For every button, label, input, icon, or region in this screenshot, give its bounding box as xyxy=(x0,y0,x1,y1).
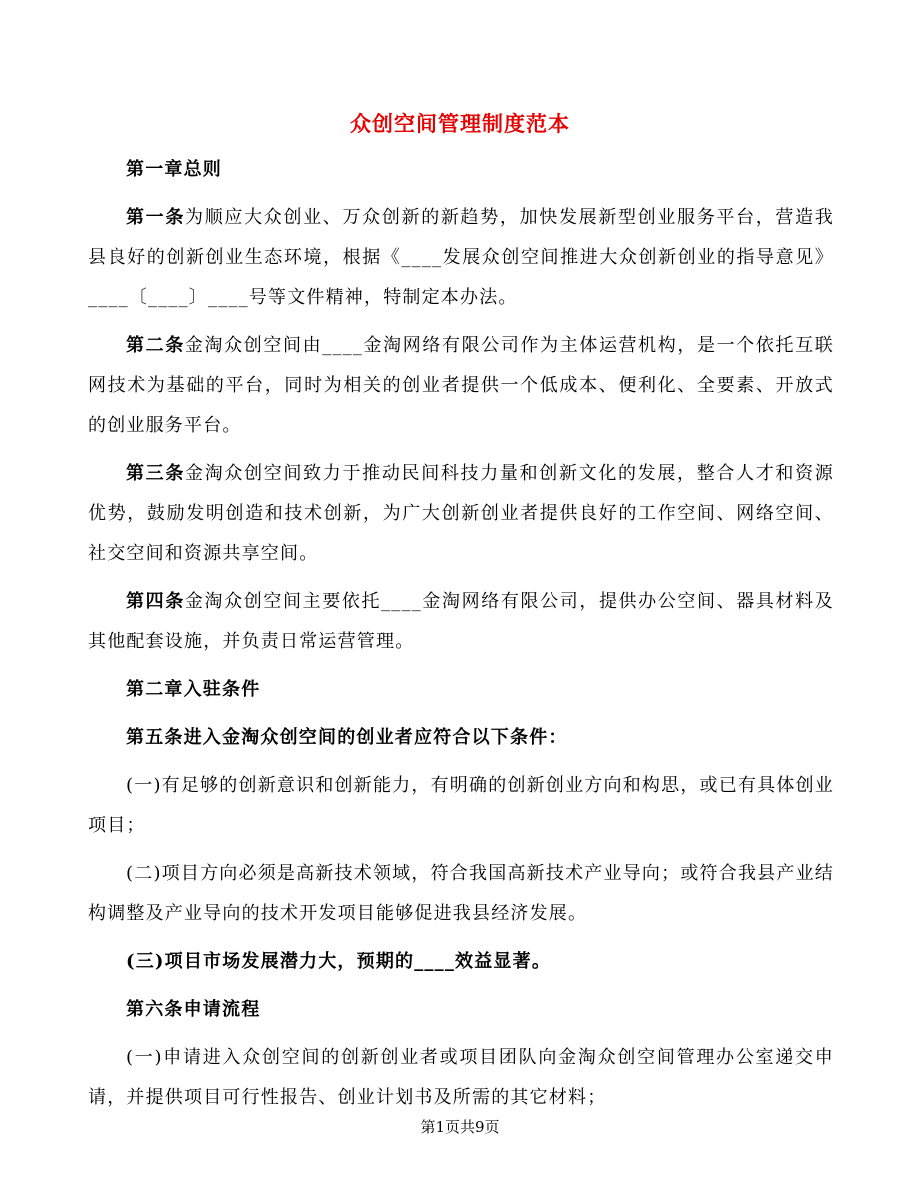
document-title: 众创空间管理制度范本 xyxy=(350,111,570,136)
list-item-bold xyxy=(88,942,834,982)
article-heading-text: 第六条申请流程 xyxy=(126,999,261,1020)
list-item-text: (三)项目市场发展潜力大，预期的____效益显著。 xyxy=(126,951,552,972)
list-item xyxy=(88,854,834,934)
article-paragraph xyxy=(88,326,834,446)
list-item-text: (二)项目方向必须是高新技术领域，符合我国高新技术产业导向；或符合我县产业结构调整及产业导向的技术开发项目能够促进我县经济发展。 xyxy=(88,863,834,924)
article-label: 第三条 xyxy=(126,463,186,484)
article-heading xyxy=(88,718,834,758)
list-item xyxy=(88,766,834,846)
article-text: 金淘众创空间由____金淘网络有限公司作为主体运营机构，是一个依托互联网技术为基础的平台，同时为相关的创业者提供一个低成本、便利化、全要素、开放式的创业服务平台。 xyxy=(88,335,834,436)
page-number: 第1页共9页 xyxy=(420,1118,500,1136)
list-item-text: (一)有足够的创新意识和创新能力，有明确的创新创业方向和构思，或已有具体创业项目； xyxy=(88,775,834,836)
chapter-heading-text: 第二章入驻条件 xyxy=(126,679,261,700)
article-label: 第二条 xyxy=(126,335,185,356)
chapter-heading-text: 第一章总则 xyxy=(126,159,222,180)
article-label: 第四条 xyxy=(126,591,185,612)
article-heading-text: 第五条进入金淘众创空间的创业者应符合以下条件： xyxy=(126,727,568,748)
document-body xyxy=(88,150,834,1126)
article-paragraph xyxy=(88,454,834,574)
article-paragraph xyxy=(88,582,834,662)
list-item xyxy=(88,1038,834,1118)
article-text: 金淘众创空间致力于推动民间科技力量和创新文化的发展，整合人才和资源优势，鼓励发明创造和技术创新，为广大创新创业者提供良好的工作空间、网络空间、社交空间和资源共享空间。 xyxy=(88,463,834,564)
article-text: 金淘众创空间主要依托____金淘网络有限公司，提供办公空间、器具材料及其他配套设施，并负责日常运营管理。 xyxy=(88,591,834,652)
article-label: 第一条 xyxy=(126,207,186,228)
chapter-heading xyxy=(88,670,834,710)
article-text: 为顺应大众创业、万众创新的新趋势，加快发展新型创业服务平台，营造我县良好的创新创业生态环境，根据《____发展众创空间推进大众创新创业的指导意见》____〔____〕____号等文件精神，特制定本办法。 xyxy=(88,207,834,308)
chapter-heading xyxy=(88,150,834,190)
list-item-text: (一)申请进入众创空间的创新创业者或项目团队向金淘众创空间管理办公室递交申请，并提供项目可行性报告、创业计划书及所需的其它材料； xyxy=(88,1047,834,1108)
article-heading xyxy=(88,990,834,1030)
article-paragraph xyxy=(88,198,834,318)
